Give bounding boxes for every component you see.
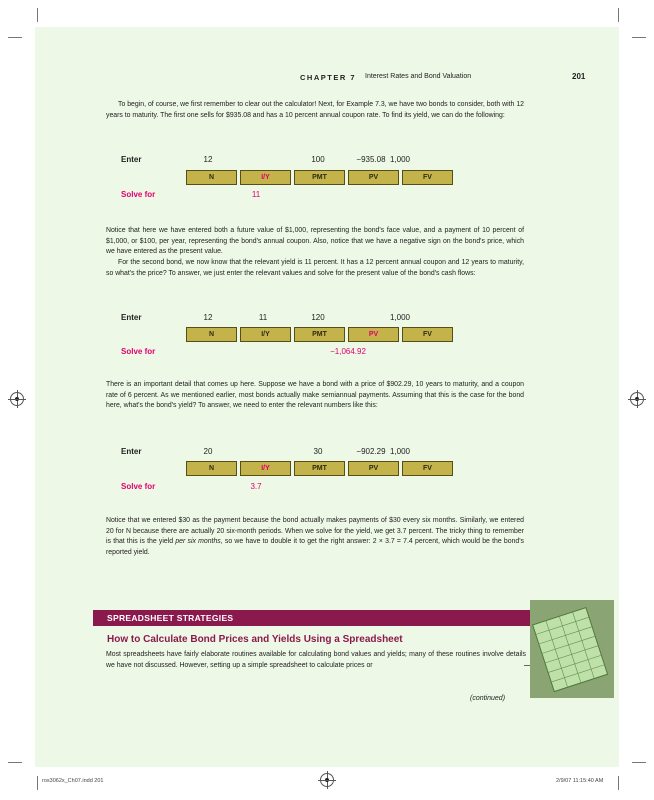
paragraph-text: Notice that we entered $30 as the payment because the bond actually makes payments of $30 every six months. Similarly, we entered 20 for N because there are actually 20 six-month periods. When we solve for the yield, we get 3.7 percent. The tricky thing to remember is that this is the yield [106,517,524,546]
key-pmt[interactable]: PMT [294,327,345,342]
key-pmt[interactable]: PMT [294,461,345,476]
input-fv: 1,000 [389,447,411,456]
key-n[interactable]: N [186,461,237,476]
crop-mark [8,37,22,38]
enter-label: Enter [121,447,142,456]
solve-label: Solve for [121,347,156,356]
spreadsheet-subtitle: How to Calculate Bond Prices and Yields Using a Spreadsheet [107,634,403,645]
enter-label: Enter [121,155,142,164]
spreadsheet-text [106,650,526,671]
paragraph-text: For the second bond, we now know that the relevant yield is 11 percent. It has a 12 percent annual coupon and 12 years to maturity, so what's the price? To answer, we just enter the relevant values and solve for the present value of the bond's cash flows: [106,259,524,277]
crop-mark [618,776,619,790]
registration-mark-icon [320,773,334,787]
spreadsheet-icon [530,600,614,698]
paragraph-text: , so we have to double it to get the right answer: 2 × 3.7 = 7.4 percent, which would be the bond's reported yield. [106,538,525,556]
solve-label: Solve for [121,482,156,491]
paragraph-text: To begin, of course, we first remember to clear out the calculator! Next, for Example 7.3, we have two bonds to consider, both with 12 years to maturity. The first one sells for $935.08 and has a 10 percent annual coupon rate. To find its yield, we can do the following: [106,101,524,119]
input-n: 20 [203,447,213,456]
key-fv[interactable]: FV [402,461,453,476]
registration-mark-icon [630,392,644,406]
crop-mark [8,762,22,763]
input-pv: −935.08 [356,155,386,164]
input-n: 12 [203,313,213,322]
key-n[interactable]: N [186,327,237,342]
input-pmt: 120 [311,313,325,322]
continued-label: (continued) [470,695,506,702]
input-fv: 1,000 [389,313,411,322]
spreadsheet-banner-title: SPREADSHEET STRATEGIES [107,613,234,623]
paragraph [106,516,524,558]
input-pmt: 30 [313,447,323,456]
crop-mark [632,37,646,38]
result-value: −1,064.92 [330,347,366,356]
paragraph-text: Most spreadsheets have fairly elaborate routines available for calculating bond values and yields; many of these routines involve details we have not discussed. However, setting up a simple spreadsheet to calculate prices or [106,651,526,669]
result-value: 3.7 [250,482,262,491]
chapter-label: CHAPTER 7 [300,73,357,82]
paragraph [106,226,524,258]
chapter-title: Interest Rates and Bond Valuation [365,73,472,80]
crop-mark [37,776,38,790]
crop-mark [37,8,38,22]
input-iy: 11 [258,313,268,322]
result-value: 11 [251,190,261,199]
key-fv[interactable]: FV [402,327,453,342]
paragraph-text: Notice that here we have entered both a future value of $1,000, representing the bond's face value, and a payment of 10 percent of $1,000, or $100, per year, representing the bond's annual coupon. Also, notice that we have a negative sign on the bond's price, which we have entered as the present value. [106,227,524,256]
page-number: 201 [572,72,586,81]
emphasis-text: per six months [175,538,221,546]
key-iy[interactable]: I/Y [240,327,291,342]
crop-mark [618,8,619,22]
key-pv[interactable]: PV [348,327,399,342]
crop-mark [632,762,646,763]
solve-label: Solve for [121,190,156,199]
registration-mark-icon [10,392,24,406]
input-pmt: 100 [311,155,325,164]
key-fv[interactable]: FV [402,170,453,185]
input-pv: −902.29 [356,447,386,456]
paragraph [106,100,524,121]
footer-date: 2/9/07 11:15:40 AM [556,778,604,784]
paragraph [106,258,524,279]
enter-label: Enter [121,313,142,322]
input-fv: 1,000 [389,155,411,164]
key-n[interactable]: N [186,170,237,185]
footer-file: ros3062x_Ch07.indd 201 [42,778,104,784]
paragraph-text: There is an important detail that comes up here. Suppose we have a bond with a price of $902.29, 10 years to maturity, and a coupon rate of 6 percent. As we mentioned earlier, most bonds actually make semiannual payments. Assuming that this is the case for the bond here, what's the bond's yield? To answer, we need to enter the relevant numbers like this: [106,381,524,410]
paragraph [106,380,524,412]
key-iy[interactable]: I/Y [240,461,291,476]
key-pmt[interactable]: PMT [294,170,345,185]
key-pv[interactable]: PV [348,461,399,476]
key-pv[interactable]: PV [348,170,399,185]
input-n: 12 [203,155,213,164]
key-iy[interactable]: I/Y [240,170,291,185]
